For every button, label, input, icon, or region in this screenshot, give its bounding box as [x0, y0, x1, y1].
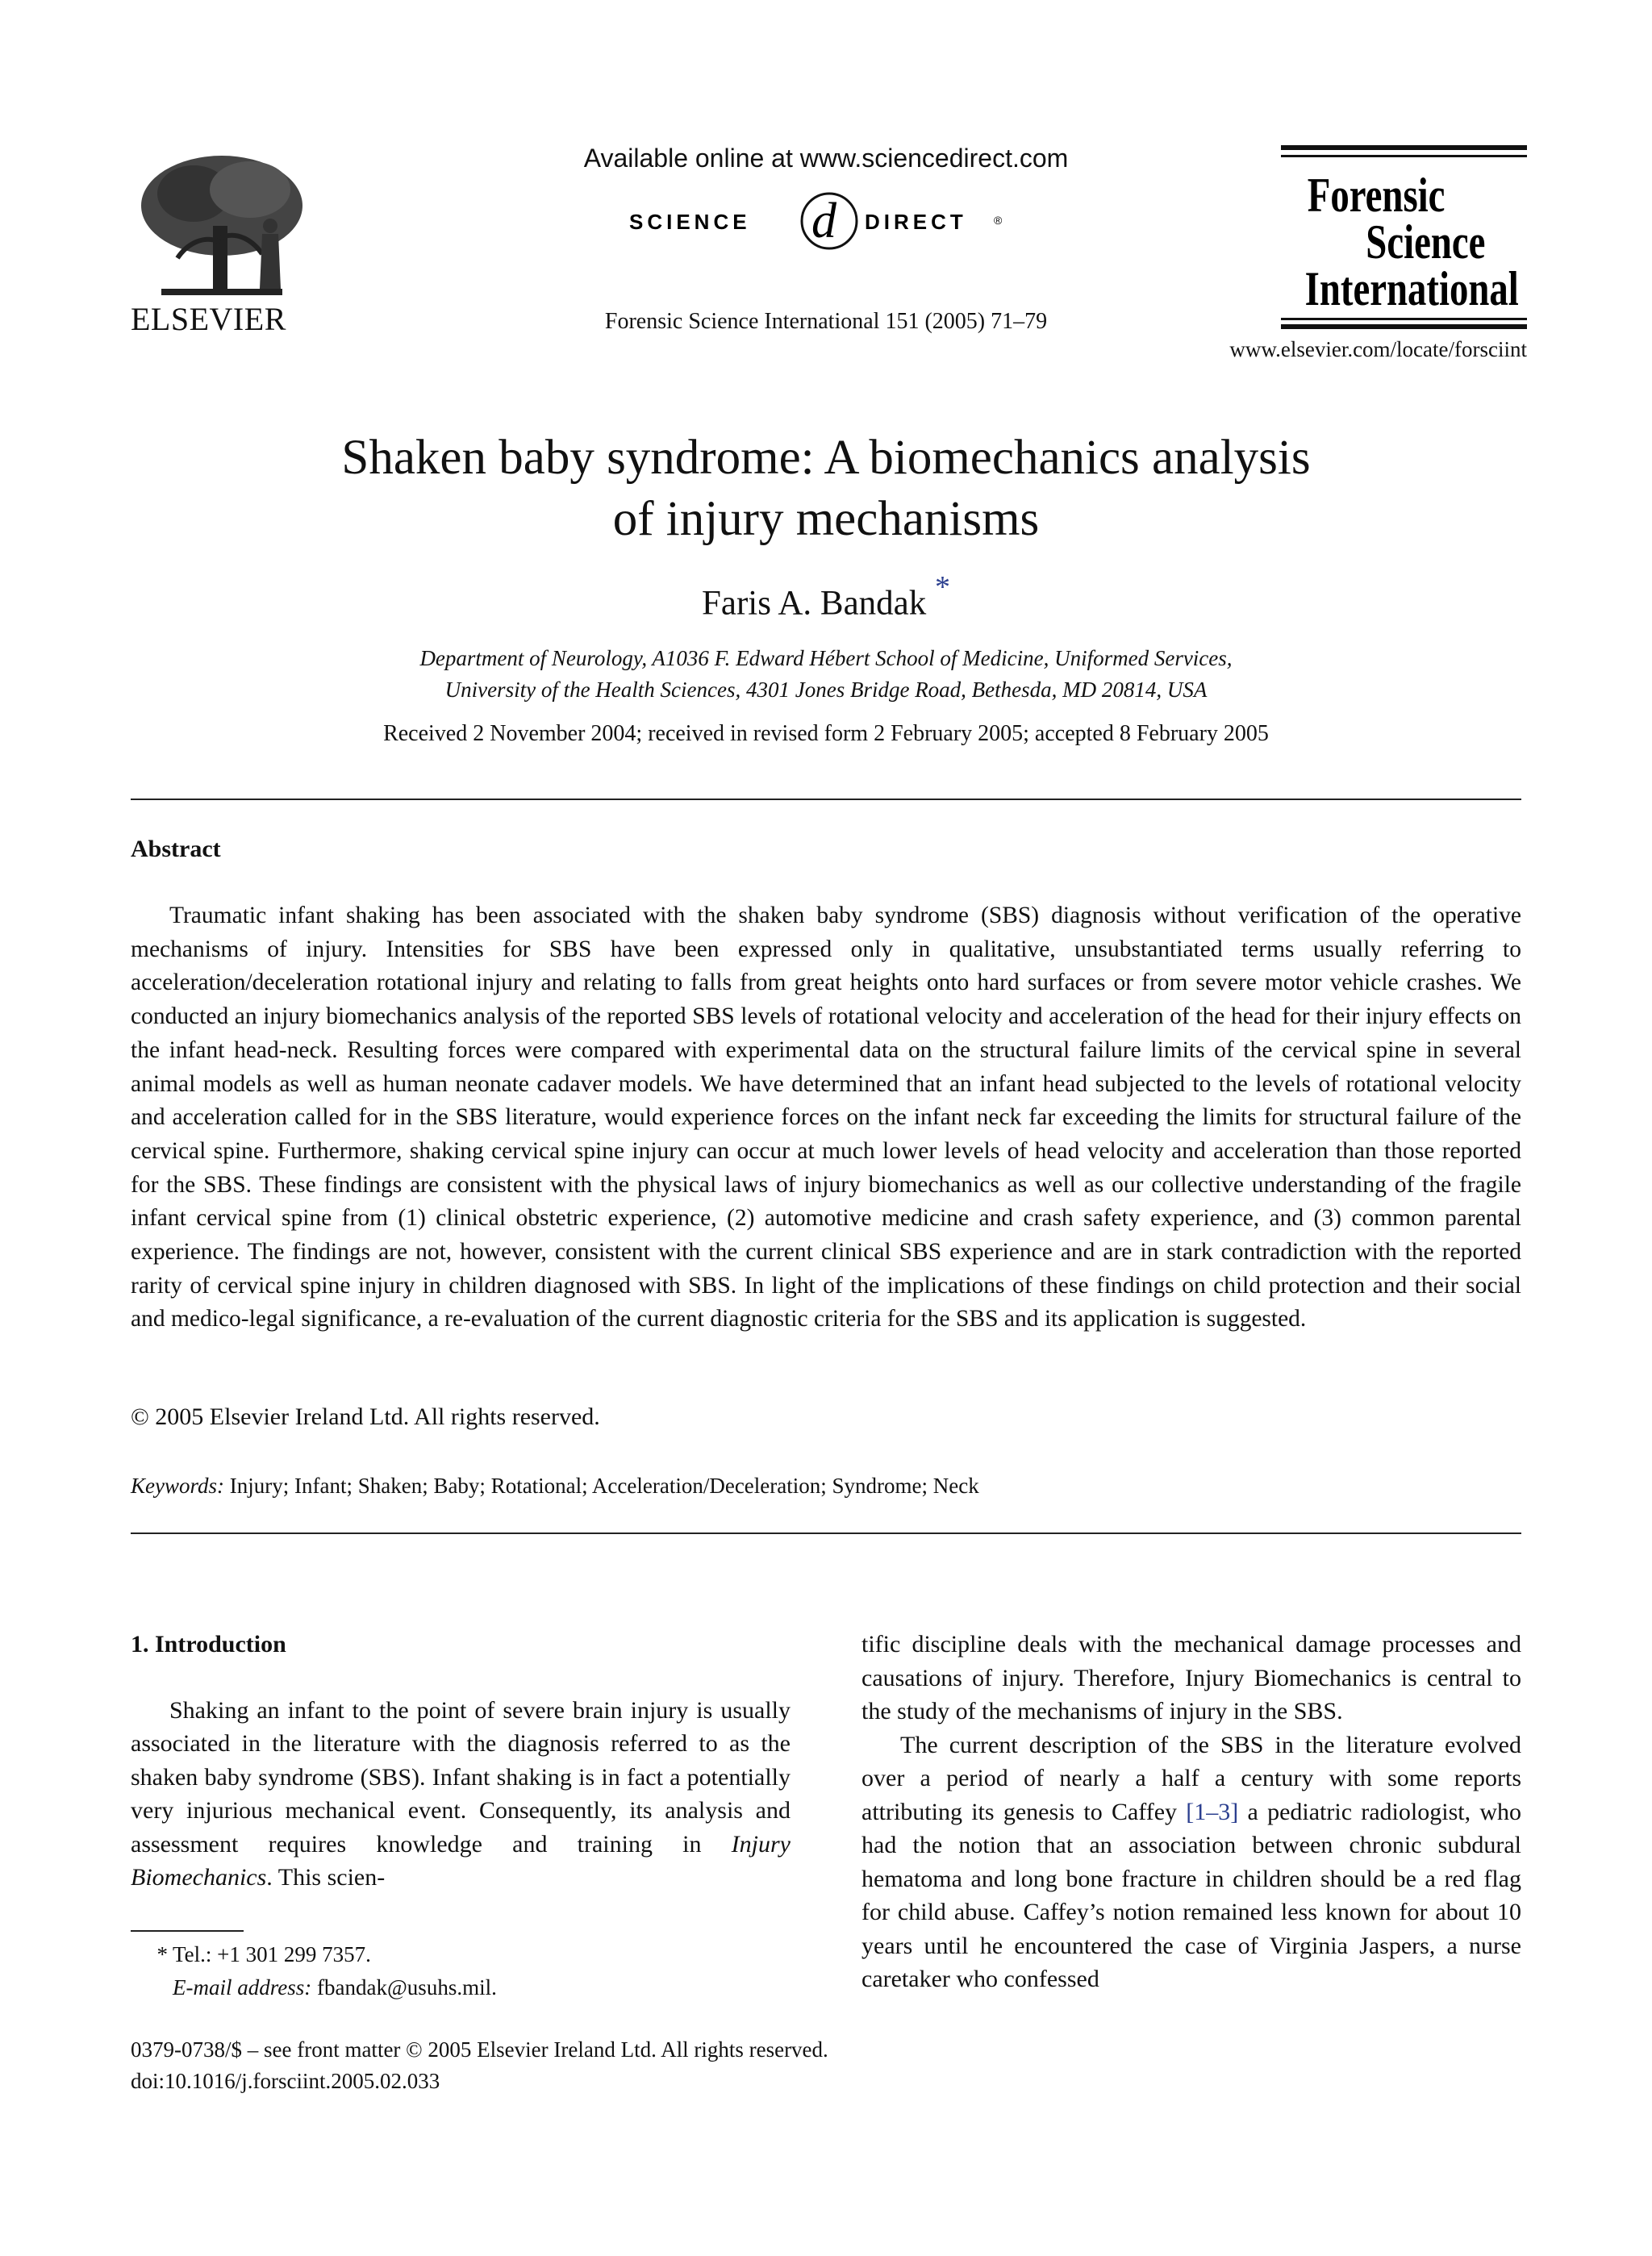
author-footnote-link[interactable]: * — [935, 570, 951, 604]
footnote-divider — [131, 1930, 244, 1932]
journal-logo-word-2: Science — [1366, 215, 1486, 269]
journal-logo-word-1: Forensic — [1307, 168, 1446, 223]
elsevier-wordmark: ELSEVIER — [131, 301, 286, 337]
footnote-tel: Tel.: +1 301 299 7357. — [173, 1942, 371, 1966]
available-online: Available online at www.sciencedirect.com — [583, 144, 1069, 173]
keywords — [131, 1474, 979, 1499]
sciencedirect-left-word: SCIENCE — [629, 210, 751, 234]
intro-paragraph-1-continued: tific discipline deals with the mechanical damage processes and causations of injury. Therefore, Injury Biomechanics is central to the study of the mechanisms of injury in the SBS. — [861, 1631, 1521, 1724]
intro-paragraph-1 — [131, 1694, 791, 1895]
keywords-list: Injury; Infant; Shaken; Baby; Rotational; Acceleration/Deceleration; Syndrome; Neck — [229, 1474, 979, 1498]
author-footnote — [131, 1938, 497, 2004]
footnote-tel-line — [131, 1938, 497, 1971]
journal-logo — [1281, 145, 1527, 331]
section-heading-introduction: 1. Introduction — [131, 1631, 286, 1658]
intro-p1-text-b: . This scien- — [266, 1864, 386, 1891]
title-line-2: of injury mechanisms — [612, 492, 1040, 546]
header-divider — [131, 799, 1521, 800]
sciencedirect-right-word: DIRECT — [865, 210, 967, 234]
author-name: Faris A. Bandak — [701, 584, 927, 623]
footnote-email-line — [131, 1971, 497, 2004]
footnote-email[interactable]: fbandak@usuhs.mil. — [316, 1975, 497, 2000]
footnote-mark: * — [156, 1942, 168, 1966]
abstract-divider — [131, 1532, 1521, 1534]
title-line-1: Shaken baby syndrome: A biomechanics analysis — [341, 431, 1311, 485]
abstract-copyright: © 2005 Elsevier Ireland Ltd. All rights reserved. — [131, 1403, 600, 1430]
article-title — [0, 427, 1652, 550]
registered-mark: ® — [994, 214, 1003, 227]
issn-line: 0379-0738/$ – see front matter © 2005 Elsevier Ireland Ltd. All rights reserved. — [131, 2037, 828, 2062]
doi-line[interactable]: doi:10.1016/j.forsciint.2005.02.033 — [131, 2069, 440, 2093]
journal-logo-word-3: International — [1304, 261, 1519, 316]
left-column — [131, 1628, 791, 1895]
sciencedirect-d-glyph: d — [811, 194, 836, 248]
bottom-info — [131, 2034, 828, 2097]
author-line — [0, 570, 1652, 623]
intro-p2-text-b: a pediatric radiologist, who had the notion that an association between chronic subdural hematoma and long bone fracture in children should be a red flag for child abuse. Caffey’s notion remained less known for about 10 years until he encountered the case of Virginia Jaspers, a nurse caretaker who confessed — [861, 1798, 1521, 1992]
footnote-email-label: E-mail address: — [173, 1975, 312, 2000]
right-column — [861, 1628, 1521, 1996]
intro-p2-text-a: The current description of the SBS in the literature evolved over a period of nearly a half a century with some reports attributing its genesis to Caffey — [861, 1731, 1521, 1825]
affiliation-line-2: University of the Health Sciences, 4301 Jones Bridge Road, Bethesda, MD 20814, USA — [444, 678, 1208, 702]
affiliation — [0, 643, 1652, 706]
intro-p1-emphasis: Injury Biomechanics — [131, 1830, 791, 1891]
journal-reference: Forensic Science International 151 (2005) 71–79 — [604, 309, 1048, 334]
keywords-label: Keywords: — [131, 1474, 224, 1498]
abstract-body: Traumatic infant shaking has been associated with the shaken baby syndrome (SBS) diagnosis without verification of the operative mechanisms of injury. Intensities for SBS have been expressed only in qualitative, unsubstantiated terms usually referring to acceleration/deceleration rotational injury and relating to falls from great heights onto hard surfaces or from severe motor vehicle crashes. We conducted an injury biomechanics analysis of the reported SBS levels of rotational velocity and acceleration of the head for their injury effects on the infant head-neck. Resulting forces were compared with experimental data on the structural failure limits of the cervical spine in several animal models as well as human neonate cadaver models. We have determined that an infant head subjected to the levels of rotational velocity and acceleration called for in the SBS literature, would experience forces on the infant neck far exceeding the limits for structural failure of the cervical spine. Furthermore, shaking cervical spine injury can occur at much lower levels of head velocity and acceleration than those reported for the SBS. These findings are consistent with the physical laws of injury biomechanics as well as our collective understanding of the fragile infant cervical spine from (1) clinical obstetric experience, (2) automotive medicine and crash safety experience, and (3) common parental experience. The findings are not, however, consistent with the current clinical SBS experience and are in stark contradiction with the reported rarity of cervical spine injury in children diagnosed with SBS. In light of the implications of these findings on child protection and their social and medico-legal significance, a re-evaluation of the current diagnostic criteria for the SBS and its application is suggested. — [131, 903, 1521, 1332]
intro-p1-text-a: Shaking an infant to the point of severe brain injury is usually associated in the literature with the diagnosis referred to as the shaken baby syndrome (SBS). Infant shaking is in fact a potentially very injurious mechanical event. Consequently, its analysis and assessment requires knowledge and training in — [131, 1696, 791, 1858]
received-dates: Received 2 November 2004; received in revised form 2 February 2005; accepted 8 February 2005 — [383, 721, 1269, 746]
sciencedirect-logo — [621, 187, 1041, 252]
intro-paragraph-2 — [861, 1728, 1521, 1996]
citation-link[interactable]: [1–3] — [1186, 1798, 1239, 1825]
abstract-heading: Abstract — [131, 836, 221, 862]
affiliation-line-1: Department of Neurology, A1036 F. Edward Hébert School of Medicine, Uniformed Services, — [419, 646, 1233, 670]
journal-url[interactable]: www.elsevier.com/locate/forsciint — [1229, 337, 1527, 361]
